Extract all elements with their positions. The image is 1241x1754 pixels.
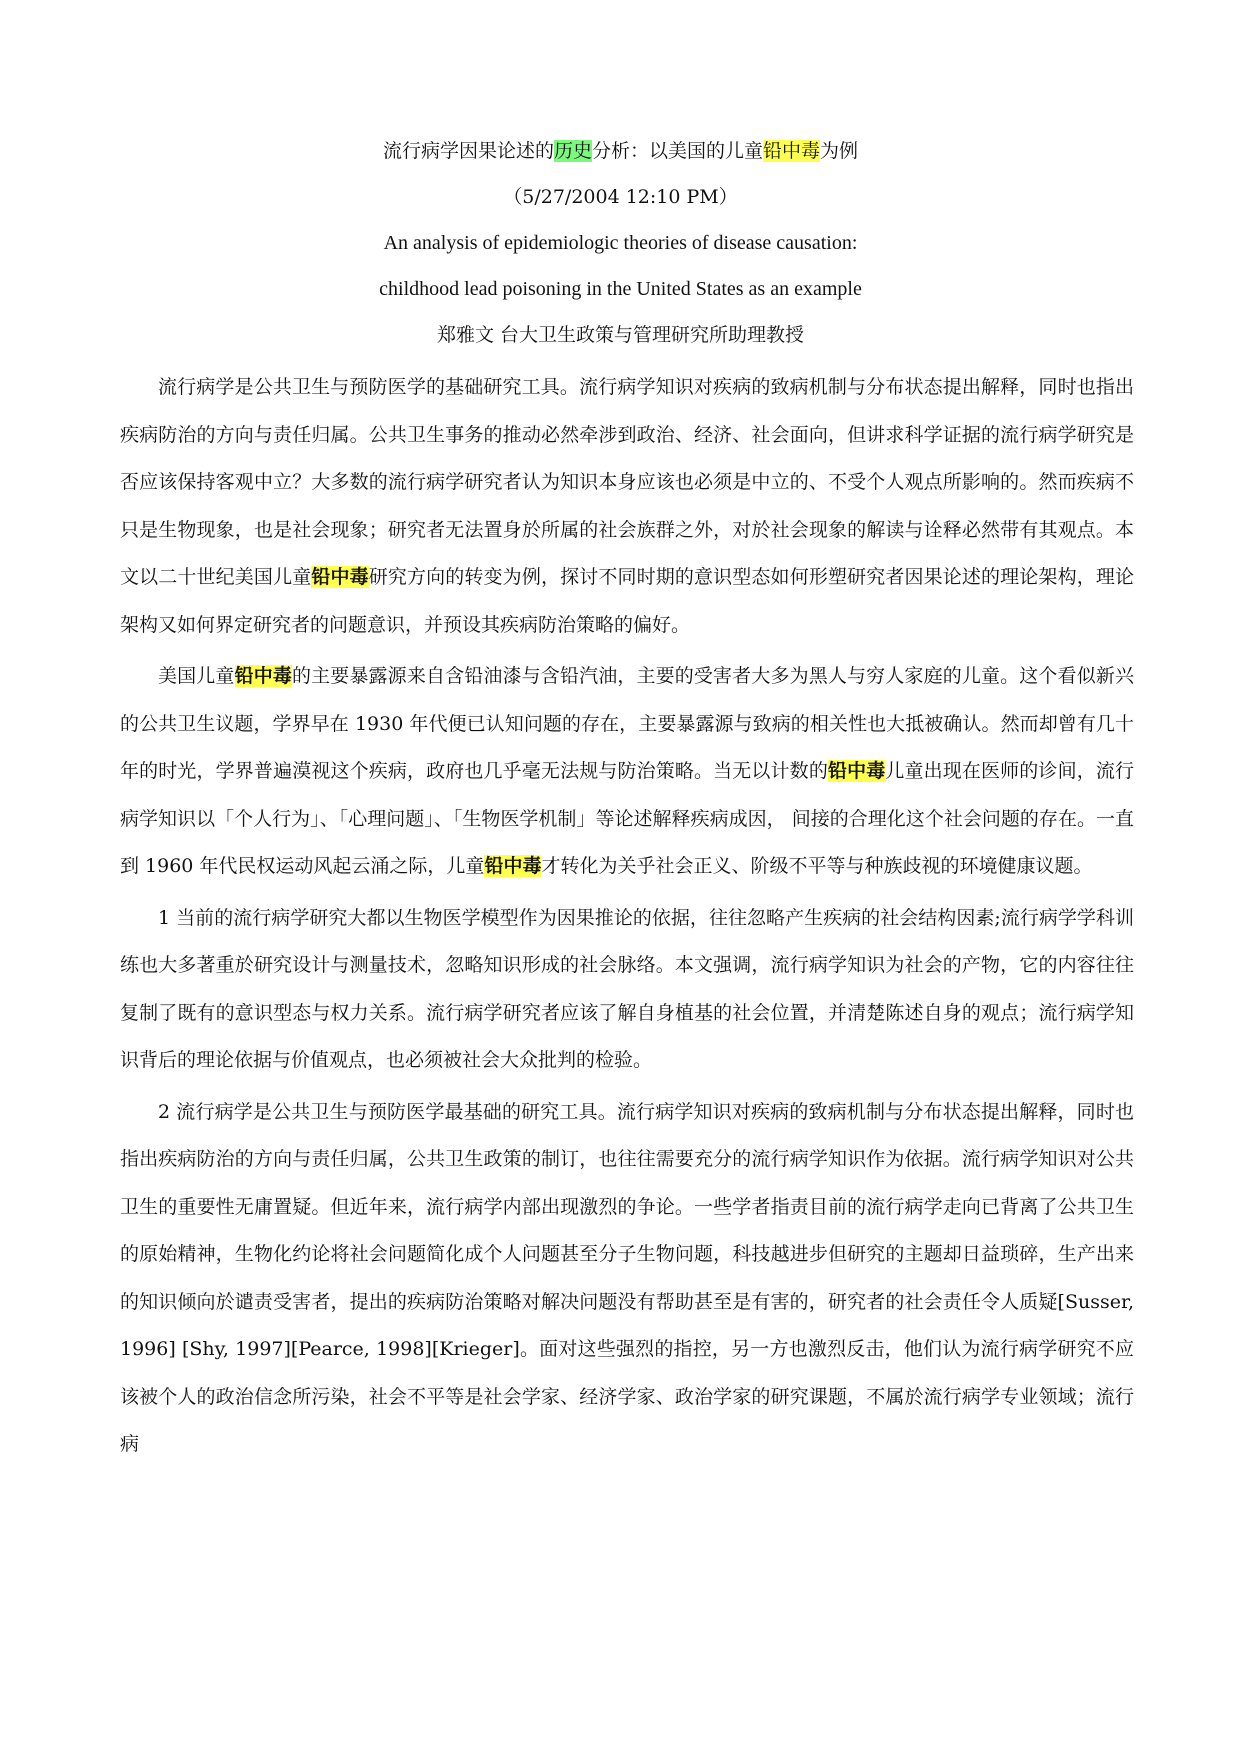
date-line: （5/27/2004 12:10 PM） (503, 186, 738, 208)
paragraph-text: 流行病学是公共卫生与预防医学的基础研究工具。流行病学知识对疾病的致病机制与分布状态提出解释，同时也指出疾病防治的方向与责任归属。公共卫生事务的推动必然牵涉到政治、经济、社会面向，但讲求科学证据的流行病学研究是否应该保持客观中立？大多数的流行病学研究者认为知识本身应该也必须是中立的、不受个人观点所影响的。然而疾病不只是生物现象，也是社会现象；研究者无法置身於所属的社会族群之外，对於社会现象的解读与诠释必然带有其观点。本文以二十世纪美国儿童 (120, 376, 1134, 588)
chinese-title (120, 128, 1121, 174)
english-title-line-1: An analysis of epidemiologic theories of disease causation: (383, 232, 858, 254)
title-part-2: 分析：以美国的儿童 (591, 140, 763, 162)
document-header (120, 128, 1121, 358)
title-highlight-lead: 铅中毒 (763, 140, 821, 162)
highlight-lead-poisoning: 铅中毒 (827, 760, 886, 782)
paragraph-text: 才转化为关乎社会正义、阶级不平等与种族歧视的环境健康议题。 (541, 855, 1093, 877)
paragraph-text: 美国儿童 (158, 665, 235, 687)
english-title-line-2: childhood lead poisoning in the United States as an example (379, 278, 862, 300)
paragraph-text: 儿童出现在医师的诊间，流行病学知识以「个人行为」、「心理问题」、「生物医学机制」等论述解释疾病成因， 间接的合理化这个社会问题的存在。一直到 1960 年代民权运动风起云涌之际，儿童 (120, 760, 1134, 877)
highlight-lead-poisoning: 铅中毒 (311, 566, 369, 588)
paragraph-text: 的主要暴露源来自含铅油漆与含铅汽油，主要的受害者大多为黑人与穷人家庭的儿童。这个看似新兴的公共卫生议题，学界早在 1930 年代便已认知问题的存在，主要暴露源与致病的相关性也大抵被确认。然而却曾有几十年的时光，学界普遍漠视这个疾病，政府也几乎毫无法规与防治策略。当无以计数的 (120, 665, 1134, 782)
paragraph-section-2: 2 流行病学是公共卫生与预防医学最基础的研究工具。流行病学知识对疾病的致病机制与分布状态提出解释，同时也指出疾病防治的方向与责任归属，公共卫生政策的制订，也往往需要充分的流行病学知识作为依据。流行病学知识对公共卫生的重要性无庸置疑。但近年来，流行病学内部出现激烈的争论。一些学者指责目前的流行病学走向已背离了公共卫生的原始精神，生物化约论将社会问题简化成个人问题甚至分子生物问题，科技越进步但研究的主题却日益琐碎，生产出来的知识倾向於谴责受害者，提出的疾病防治策略对解决问题没有帮助甚至是有害的，研究者的社会责任令人质疑[Susser, 1996] [Shy, 1997][Pearce, 1998][Krieger]。面对这些强烈的指控，另一方也激烈反击，他们认为流行病学研究不应该被个人的政治信念所污染，社会不平等是社会学家、经济学家、政治学家的研究课题，不属於流行病学专业领域；流行病 (120, 1100, 1134, 1455)
highlight-lead-poisoning: 铅中毒 (484, 855, 542, 877)
paragraph-section-1: 1 当前的流行病学研究大都以生物医学模型作为因果推论的依据，往往忽略产生疾病的社会结构因素;流行病学学科训练也大多著重於研究设计与测量技术，忽略知识形成的社会脉络。本文强调，流行病学知识为社会的产物，它的内容往往复制了既有的意识型态与权力关系。流行病学研究者应该了解自身植基的社会位置，并清楚陈述自身的观点；流行病学知识背后的理论依据与价值观点，也必须被社会大众批判的检验。 (120, 906, 1134, 1071)
document-body (120, 364, 1134, 1473)
author-line: 郑雅文 台大卫生政策与管理研究所助理教授 (436, 324, 805, 346)
paragraph-text: 研究方向的转变为例，探讨不同时期的意识型态如何形塑研究者因果论述的理论架构，理论架构又如何界定研究者的问题意识，并预设其疾病防治策略的偏好。 (120, 566, 1134, 636)
paragraph-lead-background (120, 653, 1134, 891)
highlight-lead-poisoning: 铅中毒 (234, 665, 292, 687)
title-highlight-history: 历史 (553, 140, 592, 162)
title-part-1: 流行病学因果论述的 (382, 140, 554, 162)
title-part-3: 为例 (820, 140, 859, 162)
paragraph-abstract (120, 364, 1134, 649)
